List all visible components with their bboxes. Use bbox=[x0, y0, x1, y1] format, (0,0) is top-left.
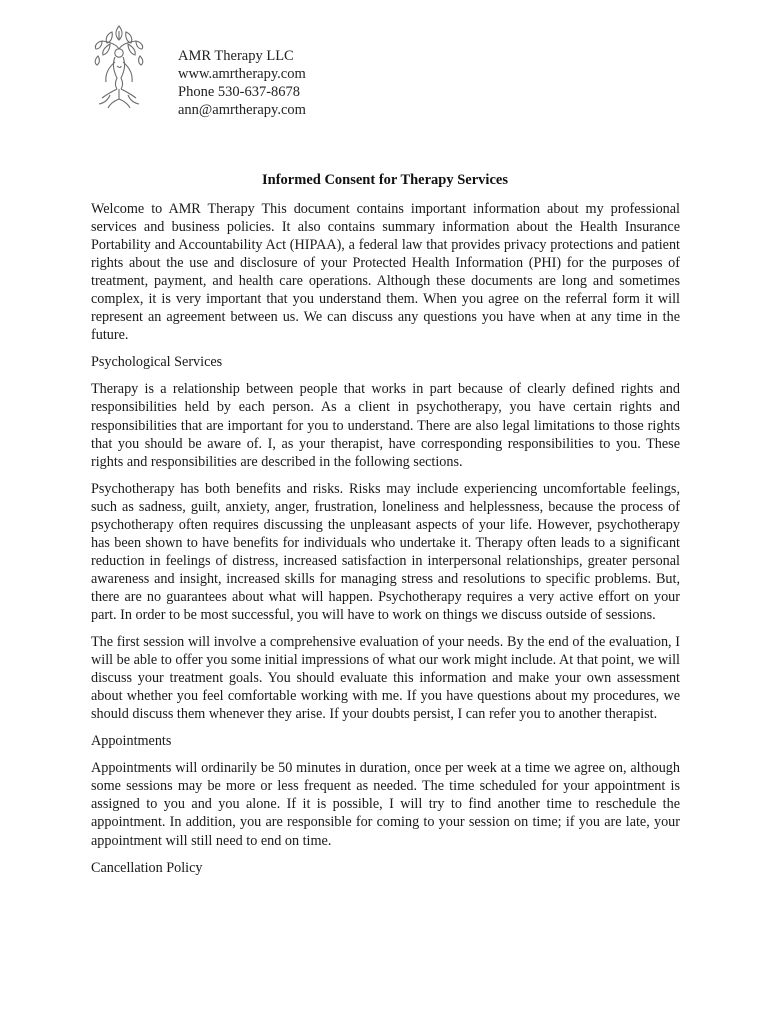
psych-paragraph-1: Therapy is a relationship between people that works in part because of clearly defined rights and responsibilities held by each person. As a client in psychotherapy, you have certain rights and responsibilities that are important for you to understand. There are also legal limitations to those rights that you should be aware of. I, as your therapist, have corresponding responsibilities to you. These rights and responsibilities are described in the following sections. bbox=[91, 381, 680, 470]
psych-paragraph-3: The first session will involve a comprehensive evaluation of your needs. By the end of the evaluation, I will be able to offer you some initial impressions of what our work might include. At that point, we will discuss your treatment goals. You should evaluate this information and make your own assessment about whether you feel comfortable working with me. If you have questions about my procedures, we should discuss them whenever they arise. If your doubts persist, I can refer you to another therapist. bbox=[91, 634, 680, 723]
website-link[interactable]: www.amrtherapy.com bbox=[178, 66, 306, 82]
section-heading-appointments: Appointments bbox=[91, 733, 172, 750]
document-title: Informed Consent for Therapy Services bbox=[262, 172, 508, 188]
contact-block bbox=[178, 47, 306, 119]
company-name: AMR Therapy LLC bbox=[178, 48, 294, 64]
appointments-paragraph: Appointments will ordinarily be 50 minutes in duration, once per week at a time we agree on, although some sessions may be more or less frequent as needed. The time scheduled for your appointment is assigned to you and you alone. If it is possible, I will try to find another time to reschedule the appointment. In addition, you are responsible for coming to your session on time; if you are late, your appointment will still need to end on time. bbox=[91, 760, 680, 849]
section-heading-cancellation-policy: Cancellation Policy bbox=[91, 859, 203, 876]
intro-paragraph: Welcome to AMR Therapy This document contains important information about my professional services and business policies. It also contains summary information about the Health Insurance Portability and Accountability Act (HIPAA), a federal law that provides privacy protections and patient rights about the use and disclosure of your Protected Health Information (PHI) for the purposes of treatment, payment, and health care operations. Although these documents are long and sometimes complex, it is very important that you understand them. When you agree on the referral form it will represent an agreement between us. We can discuss any questions you have when at any time in the future. bbox=[91, 201, 680, 344]
document-body bbox=[91, 200, 680, 886]
phone-number: Phone 530-637-8678 bbox=[178, 84, 301, 100]
lotus-tree-figure-icon bbox=[88, 22, 150, 112]
psych-paragraph-2: Psychotherapy has both benefits and risks. Risks may include experiencing uncomfortable feelings, such as sadness, guilt, anxiety, anger, frustration, loneliness and helplessness, because the process of psychotherapy often requires discussing the unpleasant aspects of your life. However, psychotherapy has been shown to have benefits for individuals who undertake it. Therapy often leads to a significant reduction in feelings of distress, increased satisfaction in interpersonal relationships, greater personal awareness and insight, increased skills for managing stress and resolutions to specific problems. But, there are no guarantees about what will happen. Psychotherapy requires a very active effort on your part. In order to be most successful, you will have to work on things we discuss outside of sessions. bbox=[91, 480, 680, 623]
email-link[interactable]: ann@amrtherapy.com bbox=[178, 102, 306, 118]
section-heading-psychological-services: Psychological Services bbox=[91, 354, 223, 371]
